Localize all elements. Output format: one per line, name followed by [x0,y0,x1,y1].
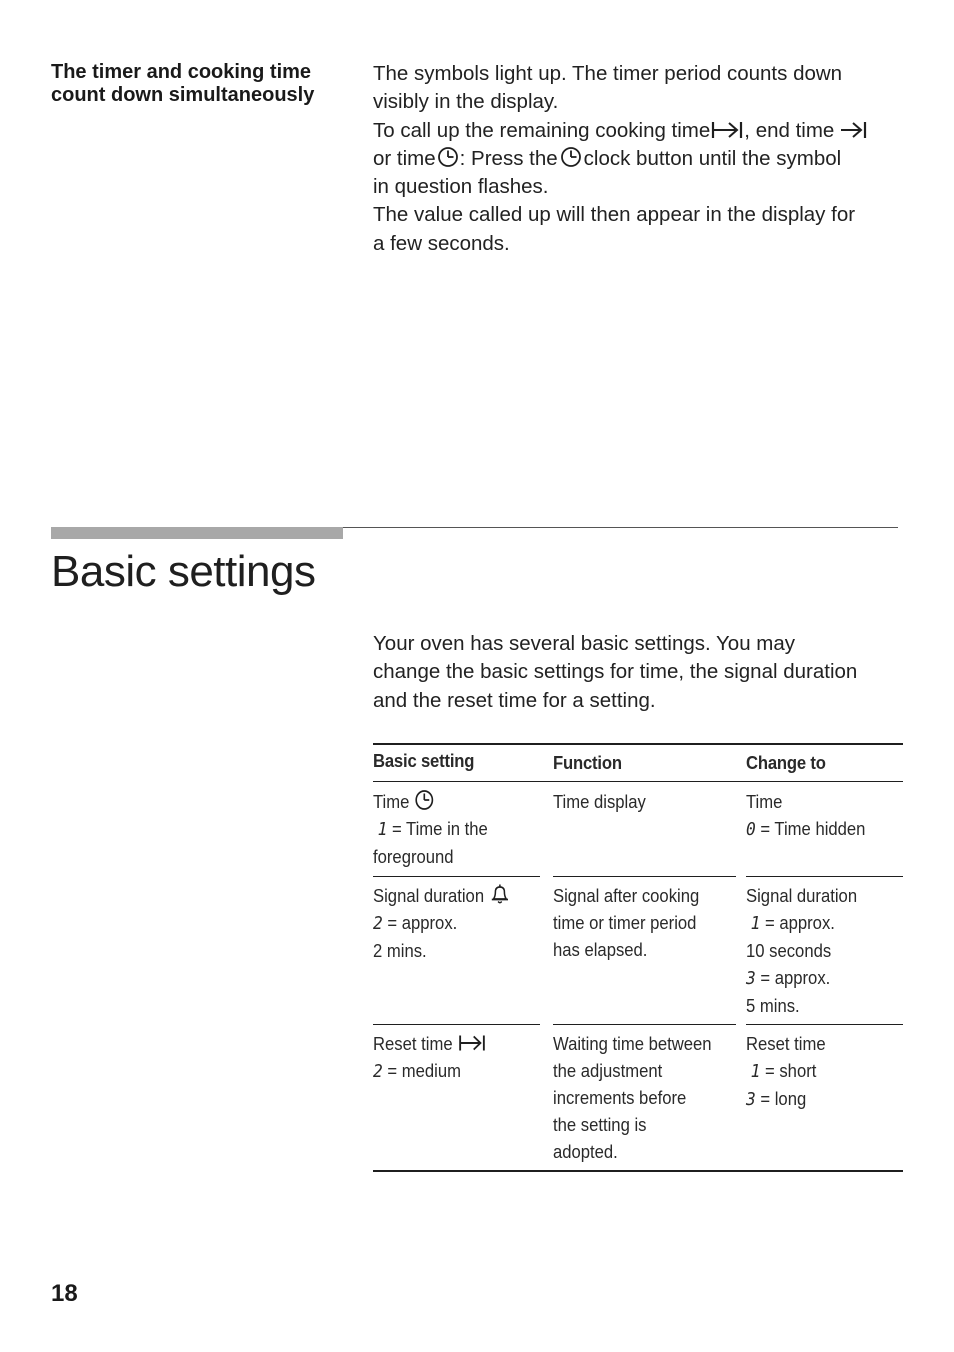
cell-text: = approx. [382,912,458,933]
section-rule-accent [51,527,343,539]
text-line [373,145,913,173]
cell-line [373,788,488,815]
table-header-rule [373,781,903,782]
duration-icon [457,1033,486,1053]
column-header: Basic setting [373,750,475,771]
cell-line: Time display [553,791,646,812]
display-code: 3 [746,968,756,989]
text-line: The symbols light up. The timer period counts down [373,62,843,85]
text-line: a few seconds. [373,231,510,255]
clock-icon [558,146,584,168]
row-divider [746,876,903,877]
cell-line [746,964,857,992]
table-bottom-rule [373,1170,903,1172]
side-heading [51,61,351,107]
setting-name: Signal duration [373,885,485,906]
clock-icon [436,146,460,168]
row-divider [373,876,540,877]
page-number: 18 [51,1280,78,1307]
cell-text: = medium [382,1060,461,1081]
display-code: 2 [373,913,383,934]
cell-line: the setting is [553,1114,647,1135]
cell-line: Signal after cooking [553,885,700,906]
text-line: Your oven has several basic settings. You may [373,632,796,655]
text-fragment: or time [373,146,436,170]
row-divider [553,876,736,877]
cell-line [746,1057,826,1085]
cell-line: Waiting time between [553,1033,712,1054]
text-line: The value called up will then appear in the display for [373,203,856,227]
cell-line [373,1057,486,1085]
cell-line: increments before [553,1087,687,1108]
side-heading-line: The timer and cooking time [51,61,312,83]
cell-line [373,1030,486,1057]
table-cell-setting [373,788,488,870]
row-divider [373,1024,540,1025]
display-code: 0 [746,819,756,840]
table-cell-change [746,1030,826,1113]
cell-line [746,1085,826,1113]
table-cell-setting [373,1030,486,1085]
text-fragment: , end time [744,118,835,142]
cell-text: = short [760,1060,817,1081]
column-header: Change to [746,752,826,773]
timer-paragraph [373,60,913,258]
cell-text: = long [755,1088,807,1109]
cell-line: foreground [373,846,454,867]
row-divider [553,1024,736,1025]
bell-icon [489,883,511,905]
text-line: visibly in the display. [373,90,559,114]
end-time-icon [840,120,868,140]
display-code: 1 [750,1061,761,1082]
cell-line: 10 seconds [746,940,832,961]
intro-paragraph [373,630,913,715]
cell-line: Reset time [746,1033,826,1054]
clock-icon [414,789,434,811]
section-rule [343,527,898,528]
table-cell-function [553,1030,712,1165]
table-cell-function [553,788,646,815]
display-code: 3 [746,1089,756,1110]
cell-line: has elapsed. [553,939,648,960]
side-heading-line: count down simultaneously [51,84,315,106]
table-cell-change [746,882,857,1019]
cell-line: Signal duration [746,885,858,906]
text-fragment: : Press the [459,146,558,170]
setting-name: Time [373,791,410,812]
text-fragment: clock button until the symbol [583,146,842,170]
cell-text: = Time hidden [755,818,866,839]
text-fragment: To call up the remaining cooking time [373,118,711,142]
cell-line: 5 mins. [746,995,800,1016]
text-line [373,117,913,145]
text-line: and the reset time for a setting. [373,688,656,712]
cell-line: adopted. [553,1141,618,1162]
cell-line: time or timer period [553,912,697,933]
text-line: in question flashes. [373,175,549,199]
cell-text: = approx. [755,967,831,988]
setting-name: Reset time [373,1033,453,1054]
cell-line [373,882,510,909]
display-code: 1 [750,913,761,934]
cell-line: the adjustment [553,1060,663,1081]
column-header: Function [553,752,622,773]
cell-line: Time [746,791,783,812]
table-cell-setting [373,882,510,964]
table-cell-function [553,882,699,963]
cell-text: = Time in the [387,818,488,839]
cell-line [373,815,488,843]
row-divider [746,1024,903,1025]
display-code: 1 [377,819,388,840]
display-code: 2 [373,1061,383,1082]
cell-line [373,909,510,937]
cell-line: 2 mins. [373,940,427,961]
duration-icon [710,120,744,140]
table-cell-change [746,788,865,843]
cell-text: = approx. [760,912,835,933]
text-line: change the basic settings for time, the signal duration [373,660,858,684]
table-top-rule [373,743,903,745]
cell-line [746,815,865,843]
section-title: Basic settings [51,547,316,596]
cell-line [746,909,857,937]
